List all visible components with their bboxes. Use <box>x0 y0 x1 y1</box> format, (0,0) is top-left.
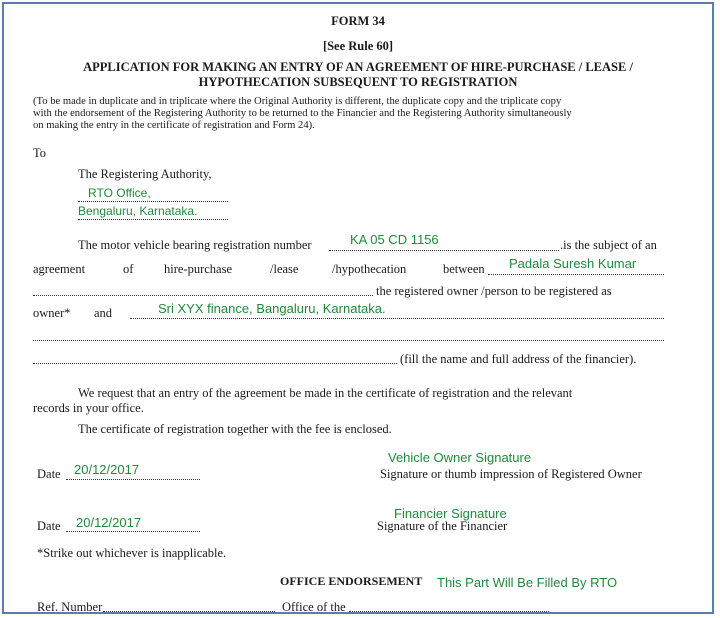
form-rule: [See Rule 60] <box>322 39 394 53</box>
registration-number-dotline <box>329 250 559 251</box>
word-hypothecation: /hypothecation <box>332 262 407 276</box>
form-page <box>2 2 714 614</box>
owner-date-dotline <box>66 479 200 480</box>
office-endorsement-heading: OFFICE ENDORSEMENT <box>280 574 423 588</box>
form-number: FORM 34 <box>331 14 385 28</box>
request-line2: records in your office. <box>33 401 144 415</box>
ref-number-dotline <box>103 611 275 612</box>
word-agreement: agreement <box>33 262 86 276</box>
word-between: between <box>443 262 485 276</box>
form-note-line2: with the endorsement of the Registering Authority to be returned to the Financier and the Registering Authority simultaneously <box>33 108 572 119</box>
rto-office-field[interactable]: RTO Office, <box>88 186 151 200</box>
rto-office-dotline <box>78 201 228 202</box>
owner-signature-caption: Signature or thumb impression of Registered Owner <box>380 467 642 481</box>
owner-signature-field[interactable]: Vehicle Owner Signature <box>388 450 532 465</box>
office-of-label: Office of the <box>282 600 346 614</box>
registering-authority: The Registering Authority, <box>78 167 212 181</box>
subject-of-text: .is the subject of an <box>560 238 657 252</box>
word-owner: owner* <box>33 306 71 320</box>
financier-field[interactable]: Sri XYX finance, Bangaluru, Karnataka. <box>158 301 386 316</box>
word-hire-purchase: hire-purchase <box>164 262 233 276</box>
form-title-line1: APPLICATION FOR MAKING AN ENTRY OF AN AGREEMENT OF HIRE-PURCHASE / LEASE / <box>83 60 633 74</box>
owner-date-label: Date <box>37 467 61 481</box>
city-field[interactable]: Bengaluru, Karnataka. <box>78 204 198 218</box>
owner-address-dotline <box>33 295 373 296</box>
ref-number-label: Ref. Number <box>37 600 103 614</box>
owner-date-field[interactable]: 20/12/2017 <box>74 462 140 477</box>
request-line1: We request that an entry of the agreement be made in the certificate of registration and the relevant <box>78 386 573 400</box>
form-title-line2: HYPOTHECATION SUBSEQUENT TO REGISTRATION <box>198 75 518 89</box>
strike-out-note: *Strike out whichever is inapplicable. <box>37 546 227 560</box>
word-of: of <box>123 262 134 276</box>
form-note-line3: on making the entry in the certificate of registration and Form 24). <box>33 120 315 131</box>
financier-address-dotline-2 <box>33 363 397 364</box>
certificate-enclosed: The certificate of registration together with the fee is enclosed. <box>78 422 392 436</box>
word-lease: /lease <box>270 262 299 276</box>
registration-number-field[interactable]: KA 05 CD 1156 <box>350 232 439 247</box>
fill-financier-instruction: (fill the name and full address of the financier). <box>400 352 637 366</box>
financier-address-dotline-1 <box>33 340 664 341</box>
office-of-dotline <box>349 611 549 612</box>
registration-number-text: The motor vehicle bearing registration number <box>78 238 312 252</box>
financier-date-field[interactable]: 20/12/2017 <box>76 515 142 530</box>
form-note-line1: (To be made in duplicate and in triplicate where the Original Authority is different, the duplicate copy and the triplicate copy <box>33 96 562 107</box>
rto-note: This Part Will Be Filled By RTO <box>437 575 618 590</box>
financier-signature-caption: Signature of the Financier <box>377 519 508 533</box>
word-and: and <box>94 306 113 320</box>
to-label: To <box>33 146 47 160</box>
city-dotline <box>78 219 228 220</box>
financier-dotline <box>130 318 664 319</box>
financier-signature-field[interactable]: Financier Signature <box>394 506 507 521</box>
financier-date-dotline <box>66 531 200 532</box>
owner-name-field[interactable]: Padala Suresh Kumar <box>509 256 637 271</box>
registered-owner-text: the registered owner /person to be registered as <box>376 284 612 298</box>
financier-date-label: Date <box>37 519 61 533</box>
owner-name-dotline <box>488 274 664 275</box>
